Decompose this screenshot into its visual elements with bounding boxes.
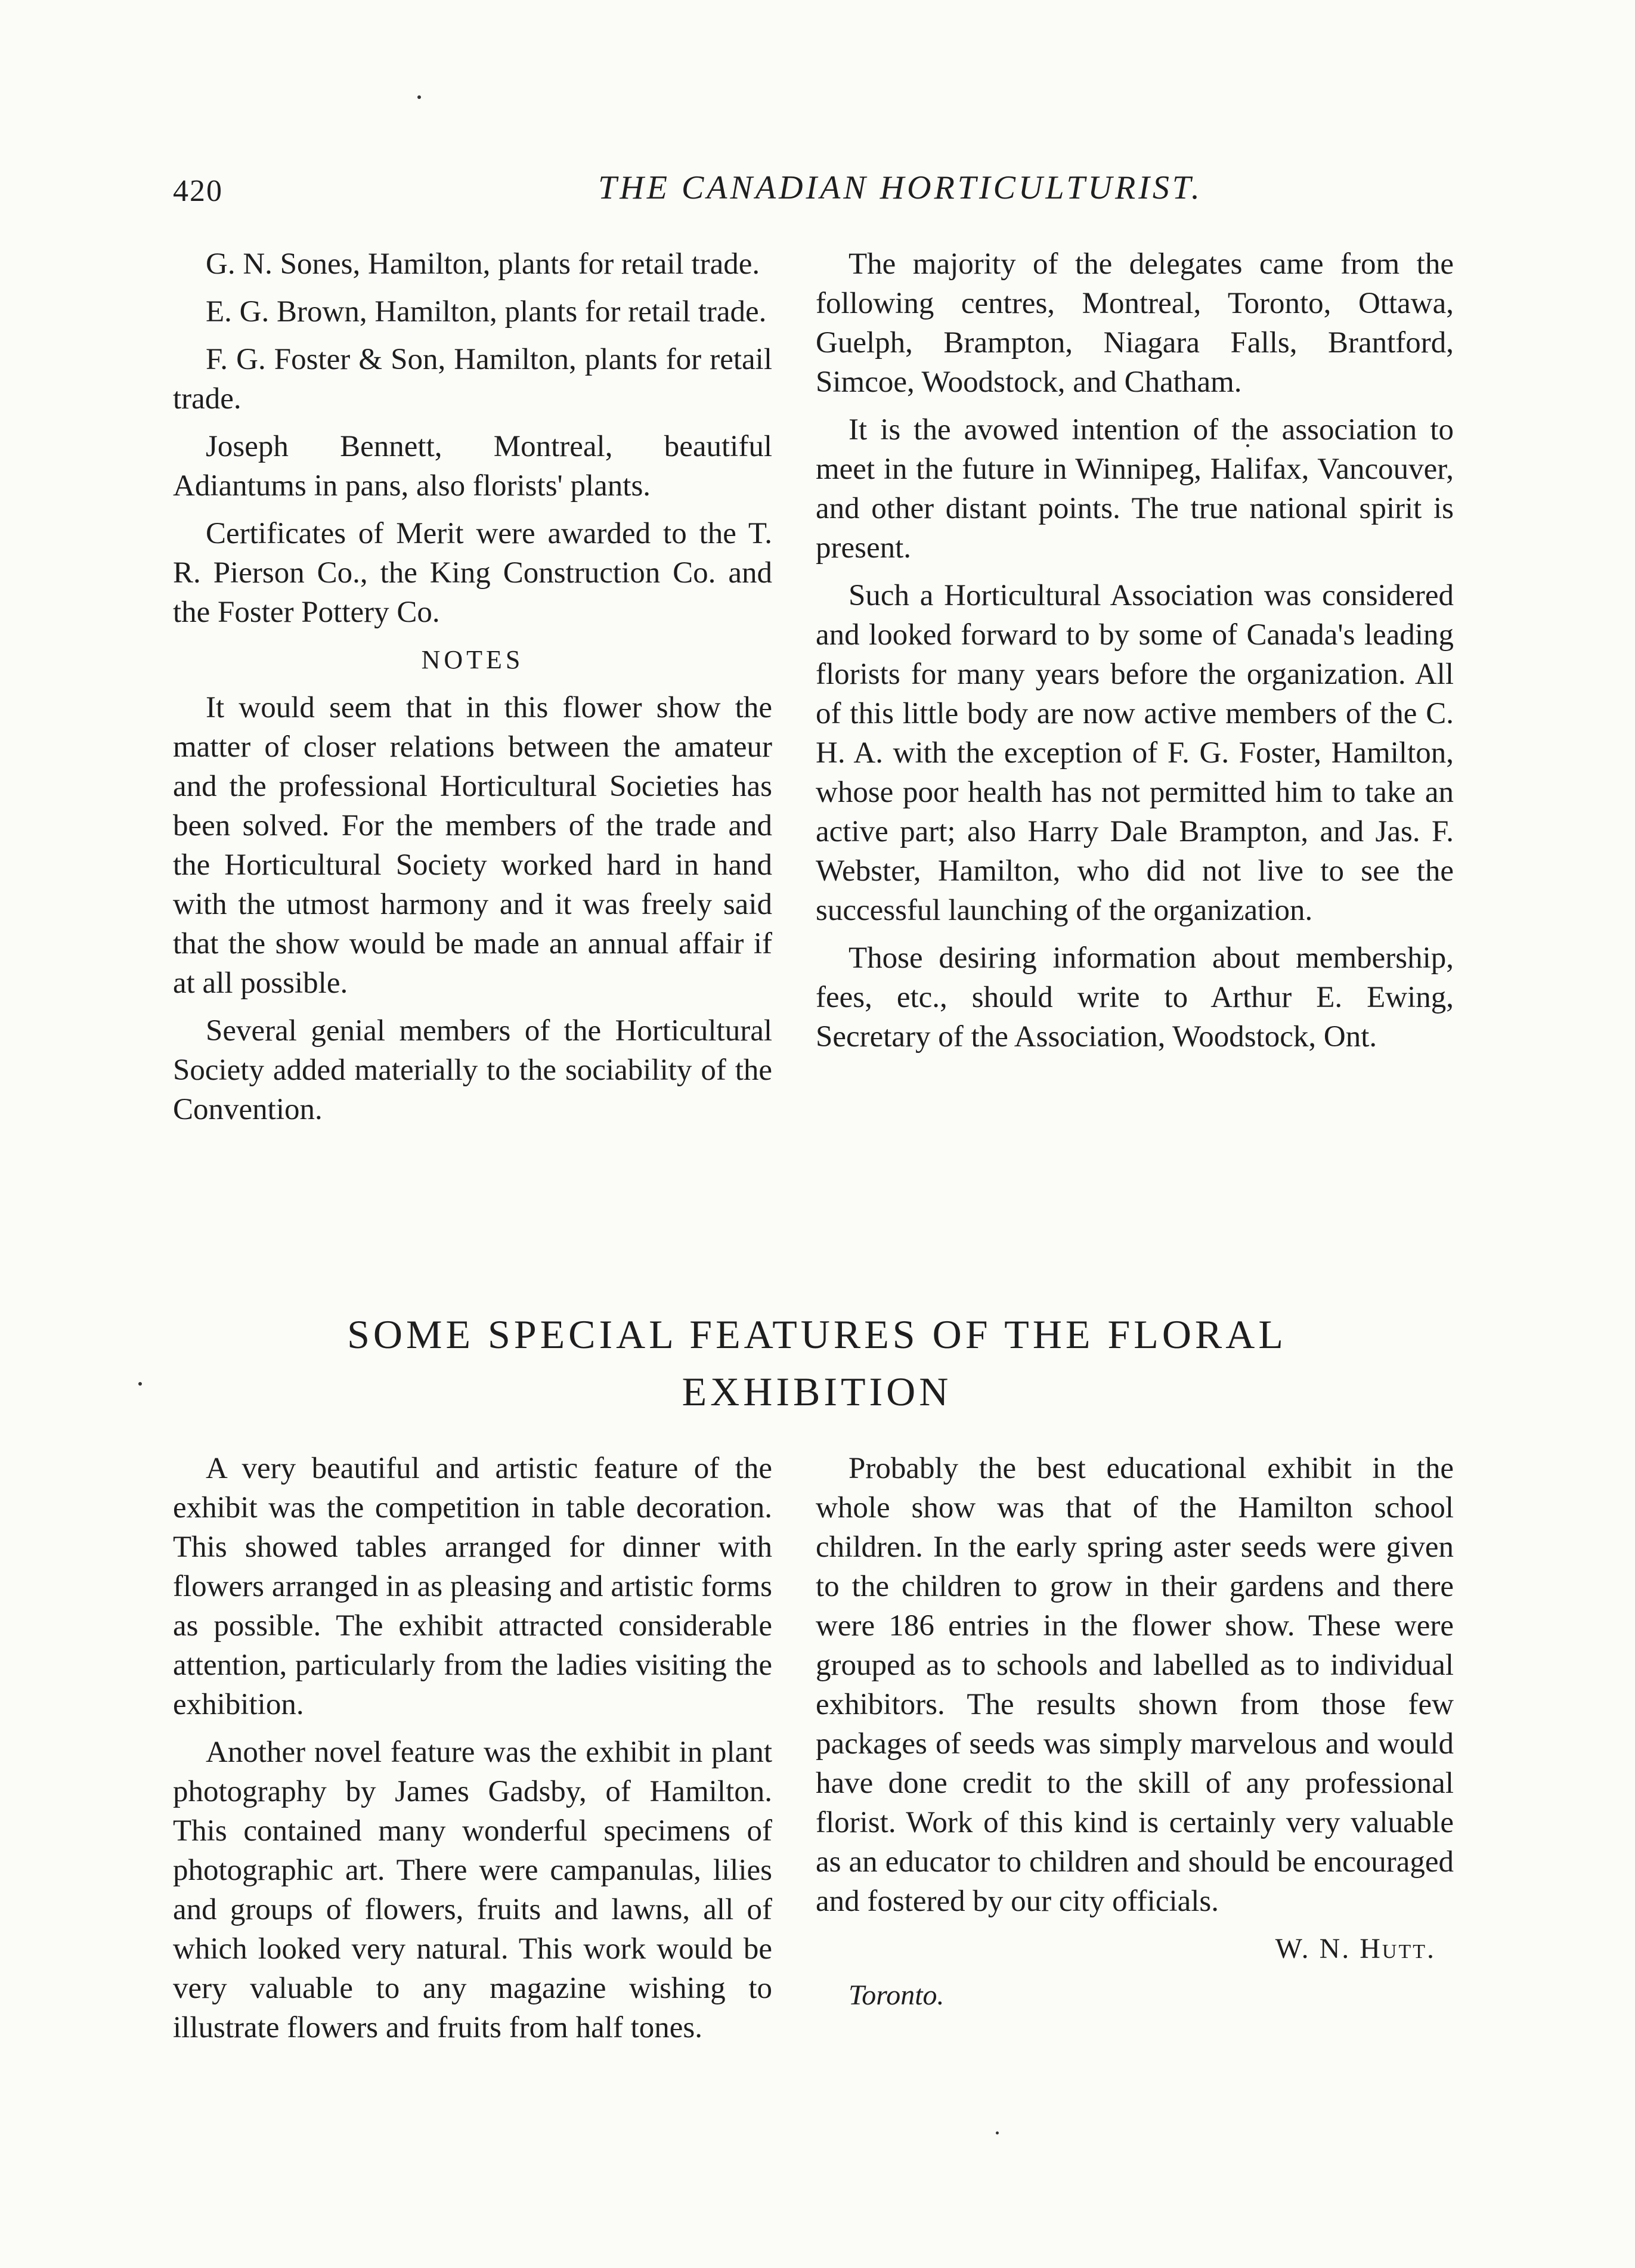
page-number: 420 — [173, 174, 223, 208]
author-signature: W. N. Hutt. — [1275, 1933, 1436, 1965]
paragraph: Probably the best educational exhibit in the whole show was that of the Hamilton school children. In the early spring aster seeds were given to the children to grow in their gardens and there were 186 entries in the flower show. These were grouped as to schools and labelled as to individual exhibitors. The results shown from those few packages of seeds was simply marvelous and would have done credit to the skill of any professional florist. Work of this kind is certainly very valuable as an educator to children and should be encouraged and fostered by our city officials. — [816, 1452, 1454, 1918]
print-speck — [996, 2131, 999, 2134]
left-column-bottom — [173, 1449, 772, 2056]
award-entry: Joseph Bennett, Montreal, beautiful Adiantums in pans, also florists' plants. — [173, 430, 772, 503]
running-head — [173, 169, 1461, 216]
award-entry: G. N. Sones, Hamilton, plants for retail trade. — [206, 247, 760, 281]
left-column-top — [173, 244, 772, 1138]
paragraph: The majority of the delegates came from the following centres, Montreal, Toronto, Ottawa, Guelph, Brampton, Niagara Falls, Brantford, Simcoe, Woodstock, and Chatham. — [816, 247, 1454, 399]
right-column-bottom — [816, 1449, 1454, 2015]
notes-paragraph: It would seem that in this flower show the matter of closer relations between the amateur and the professional Horticultural Societies has been solved. For the members of the trade and the Horticultural Society worked hard in hand with the utmost harmony and it was freely said that the show would be made an annual affair if at all possible. — [173, 691, 772, 1000]
paragraph: It is the avowed intention of the association to meet in the future in Winnipeg, Halifax, Vancouver, and other distant points. The true national spirit is present. — [816, 413, 1454, 565]
place-line: Toronto. — [849, 1979, 945, 2011]
paragraph: A very beautiful and artistic feature of the exhibit was the competition in table decoration. This showed tables arranged for dinner with flowers arranged in as pleasing and artistic forms as possible. The exhibit attracted considerable attention, particularly from the ladies visiting the exhibition. — [173, 1452, 772, 1721]
notes-heading: NOTES — [421, 645, 524, 674]
award-entry: E. G. Brown, Hamilton, plants for retail trade. — [206, 295, 767, 329]
print-speck — [417, 95, 421, 99]
certificates-paragraph: Certificates of Merit were awarded to the T. R. Pierson Co., the King Construction Co. and the Foster Pottery Co. — [173, 517, 772, 629]
paragraph: Those desiring information about membership, fees, etc., should write to Arthur E. Ewing, Secretary of the Association, Woodstock, Ont. — [816, 941, 1454, 1054]
right-column-top — [816, 244, 1454, 1065]
section-title-line: SOME SPECIAL FEATURES OF THE FLORAL — [347, 1312, 1287, 1357]
paragraph: Another novel feature was the exhibit in plant photography by James Gadsby, of Hamilton. This contained many wonderful specimens of photographic art. There were campanulas, lilies and groups of flowers, fruits and lawns, all of which looked very natural. This work would be very valuable to any magazine wishing to illustrate flowers and fruits from half tones. — [173, 1736, 772, 2044]
journal-title: THE CANADIAN HORTICULTURIST. — [598, 169, 1203, 206]
notes-paragraph: Several genial members of the Horticultural Society added materially to the sociability of the Convention. — [173, 1014, 772, 1126]
section-title-line: EXHIBITION — [682, 1369, 952, 1414]
print-speck — [138, 1382, 142, 1386]
section-title — [173, 1306, 1461, 1420]
award-entry: F. G. Foster & Son, Hamilton, plants for retail trade. — [173, 343, 772, 416]
paragraph: Such a Horticultural Association was considered and looked forward to by some of Canada's leading florists for many years before the organization. All of this little body are now active members of the C. H. A. with the exception of F. G. Foster, Hamilton, whose poor health has not permitted him to take an active part; also Harry Dale Brampton, and Jas. F. Webster, Hamilton, who did not live to see the successful launching of the organization. — [816, 579, 1454, 927]
